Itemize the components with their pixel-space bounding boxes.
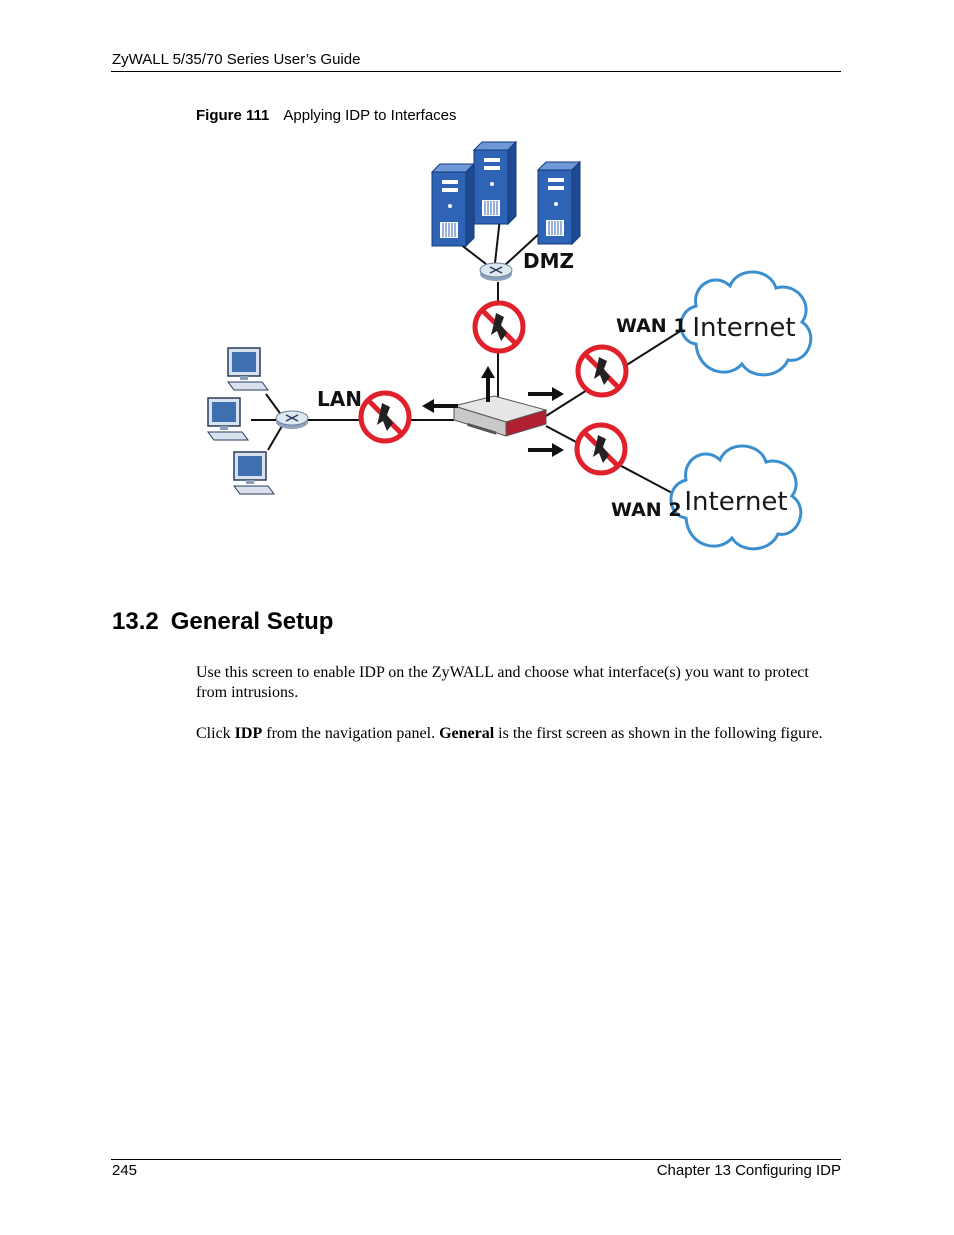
section-number: 13.2 [112, 608, 159, 635]
section-heading [112, 608, 333, 636]
figure-title: Applying IDP to Interfaces [283, 107, 457, 124]
header-rule [111, 71, 841, 72]
dmz-server-center-icon [474, 142, 516, 224]
dmz-server-left-icon [432, 164, 474, 246]
internet-cloud-bottom-icon [671, 446, 801, 549]
lan-pc-top-icon [228, 348, 268, 390]
general-screen-term: General [439, 725, 495, 742]
idp-network-diagram [196, 134, 826, 570]
idp-lan-sign-icon [361, 393, 409, 441]
lan-pc-bottom-icon [234, 452, 274, 494]
footer-rule [111, 1159, 841, 1160]
internet-top-label: Internet [692, 313, 796, 343]
lan-hub-icon [276, 411, 308, 429]
intro-paragraph: Use this screen to enable IDP on the ZyWALL and choose what interface(s) you want to protect from intrusions. [196, 664, 809, 701]
section-title: General Setup [170, 608, 334, 635]
dmz-hub-icon [480, 263, 512, 281]
idp-wan1-sign-icon [578, 347, 626, 395]
instruction-text-middle: from the navigation panel. [262, 725, 440, 742]
running-header: ZyWALL 5/35/70 Series User’s Guide [112, 51, 361, 68]
instruction-paragraph [196, 724, 826, 744]
dmz-server-right-icon [538, 162, 580, 244]
idp-wan2-sign-icon [577, 425, 625, 473]
lan-pc-middle-icon [208, 398, 248, 440]
internet-bottom-label: Internet [684, 487, 788, 517]
idp-dmz-sign-icon [475, 303, 523, 351]
wan1-label: WAN 1 [616, 315, 687, 337]
wan2-label: WAN 2 [611, 499, 682, 521]
zywall-device-icon [454, 396, 546, 436]
lan-label: LAN [317, 387, 362, 411]
figure-number: Figure 111 [196, 107, 270, 124]
figure-caption [196, 107, 457, 124]
idp-menu-term: IDP [234, 725, 263, 742]
dmz-label: DMZ [523, 249, 575, 273]
instruction-text-start: Click [196, 725, 235, 742]
internet-cloud-top-icon [681, 272, 811, 375]
instruction-text-end: is the first screen as shown in the following figure. [494, 725, 823, 742]
chapter-footer: Chapter 13 Configuring IDP [656, 1162, 841, 1179]
page-number: 245 [112, 1162, 138, 1179]
